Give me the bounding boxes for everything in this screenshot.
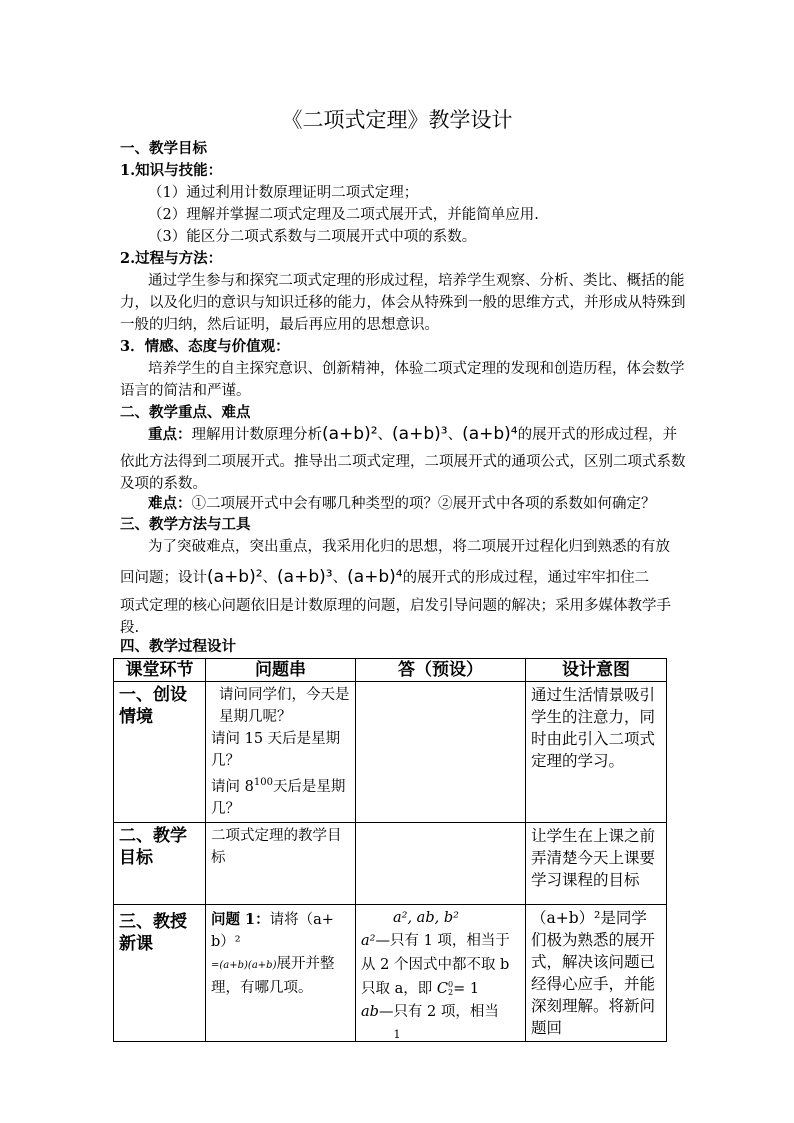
section-heading-process-design: 四、教学过程设计: [120, 638, 236, 655]
stage-cell: 一、创设情境: [114, 682, 206, 823]
stage-cell: 二、教学目标: [114, 822, 206, 904]
answer-term: ab: [361, 1003, 379, 1020]
table-row: [114, 822, 667, 904]
answer-terms: a², ab, b²: [393, 909, 459, 926]
subheading-emotion: 3．情感、态度与价值观：: [120, 338, 290, 355]
table-header-cell: 问题串: [206, 659, 356, 682]
knowledge-item: （3）能区分二项式系数与二项展开式中项的系数。: [148, 229, 477, 245]
answer-text: [361, 1001, 520, 1023]
section-heading-objectives: 一、教学目标: [120, 140, 207, 157]
formula-expr: (a+b)²: [207, 567, 263, 587]
combination-value: = 1: [453, 980, 480, 997]
key-point-line: [148, 420, 677, 449]
answer-cell: [356, 904, 526, 1041]
page-number: 1: [393, 1028, 401, 1041]
paragraph-text: 回问题；设计: [120, 570, 207, 586]
process-design-table: [113, 658, 667, 1042]
paragraph-text: 的展开式的形成过程，通过牢牢扣住二: [402, 570, 650, 586]
paragraph-line: 及项的系数。: [120, 476, 207, 492]
question-label: 问题 1：: [211, 910, 270, 928]
answer-cell: [356, 682, 526, 823]
paragraph-line: 项式定理的核心问题依旧是计数原理的问题，启发引导问题的解决；采用多媒体教学手: [120, 598, 671, 614]
question-text: 请将（a+b）²: [211, 911, 334, 950]
table-header-cell: 课堂环节: [114, 659, 206, 682]
combination-formula: [437, 981, 479, 997]
table-header-cell: 答（预设）: [356, 659, 526, 682]
subheading-process: 2.过程与方法：: [120, 250, 223, 267]
section-heading-methods: 三、教学方法与工具: [120, 516, 251, 533]
knowledge-item: （1）通过利用计数原理证明二项式定理；: [148, 185, 419, 201]
key-point-text: 的展开式的形成过程，并: [517, 427, 678, 443]
table-row: [114, 904, 667, 1041]
paragraph-line: 依此方法得到二项展开式。推导出二项式定理，二项展开式的通项公式，区别二项式系数: [120, 454, 686, 470]
methods-formula-line: [120, 563, 649, 592]
question-fragment: 天后是星期几？: [211, 778, 346, 817]
paragraph-line: 一般的归纳，然后证明，最后再应用的思想意识。: [120, 317, 439, 333]
purpose-cell: 让学生在上课之前弄清楚今天上课要学习课程的目标: [526, 822, 667, 904]
formula-expr: (a+b)⁴: [347, 567, 403, 587]
formula-expr: =(a+b)(a+b): [211, 959, 277, 971]
section-heading-key-points: 二、教学重点、难点: [120, 404, 251, 421]
stage-cell: 三、教授新课: [114, 904, 206, 1041]
separator: 、: [447, 427, 463, 443]
purpose-cell: （a+b）²是同学们极为熟悉的展开式，解决该问题已经得心应手，并能深刻理解。将新问题回: [526, 904, 667, 1041]
combination-lower: 2: [447, 987, 454, 997]
knowledge-item: （2）理解并掌握二项式定理及二项式展开式，并能简单应用.: [148, 207, 539, 223]
combination-upper: 0: [447, 979, 454, 989]
table-header-cell: 设计意图: [526, 659, 667, 682]
paragraph-line: 培养学生的自主探究意识、创新精神，体验二项式定理的发现和创造历程，体会数学: [148, 361, 685, 377]
paragraph-line: 段.: [120, 620, 140, 636]
paragraph-line: 通过学生参与和探究二项式定理的形成过程，培养学生观察、分析、类比、概括的能: [148, 273, 685, 289]
question-text: 请问 15 天后是星期几？: [211, 731, 341, 769]
table-header-row: [114, 659, 667, 682]
paragraph-line: 力，以及化归的意识与知识迁移的能力，体会从特殊到一般的思维方式，并形成从特殊到: [120, 295, 686, 311]
answer-text-fragment: —只有 1 项，相当于从 2 个因式中都不取 b 只取 a，即: [361, 932, 510, 997]
key-point-label: 重点：: [148, 426, 192, 443]
formula-expr: (a+b)²: [322, 424, 378, 444]
formula-expr: (a+b)³: [392, 424, 448, 444]
answer-cell: [356, 822, 526, 904]
separator: 、: [262, 570, 278, 586]
formula-expr: (a+b)³: [277, 567, 333, 587]
difficulty-text: ①二项展开式中会有哪几种类型的项？②展开式中各项的系数如何确定？: [191, 496, 656, 512]
question-text: 请问同学们，今天是星期几呢？: [219, 687, 350, 725]
paragraph-line: 语言的简洁和严谨。: [120, 383, 251, 399]
paragraph-line: 为了突破难点，突出重点，我采用化归的思想，将二项展开过程化归到熟悉的有放: [148, 539, 670, 555]
difficulty-label: 难点：: [148, 495, 192, 512]
exponent: 100: [253, 777, 273, 788]
answer-text: [361, 929, 520, 1001]
separator: 、: [377, 427, 393, 443]
question-text: 展开并整理，有哪几项。: [211, 955, 335, 996]
document-title: 《二项式定理》教学设计: [281, 108, 513, 132]
question-cell: 二项式定理的教学目标: [206, 822, 356, 904]
formula-expr: (a+b)⁴: [462, 424, 518, 444]
subheading-knowledge: 1.知识与技能：: [120, 162, 223, 179]
key-point-text: 理解用计数原理分析: [191, 427, 322, 443]
question-cell: [206, 904, 356, 1041]
table-row: [114, 682, 667, 823]
question-text: [211, 772, 350, 820]
purpose-cell: 通过生活情景吸引学生的注意力，同时由此引入二项式定理的学习。: [526, 682, 667, 823]
combination-symbol: C: [436, 980, 448, 997]
difficulty-line: [148, 493, 656, 515]
question-fragment: 请问 8: [211, 778, 254, 795]
answer-term: a²: [361, 932, 376, 949]
answer-text-fragment: —只有 2 项，相当: [378, 1003, 499, 1020]
separator: 、: [332, 570, 348, 586]
question-cell: [206, 682, 356, 823]
